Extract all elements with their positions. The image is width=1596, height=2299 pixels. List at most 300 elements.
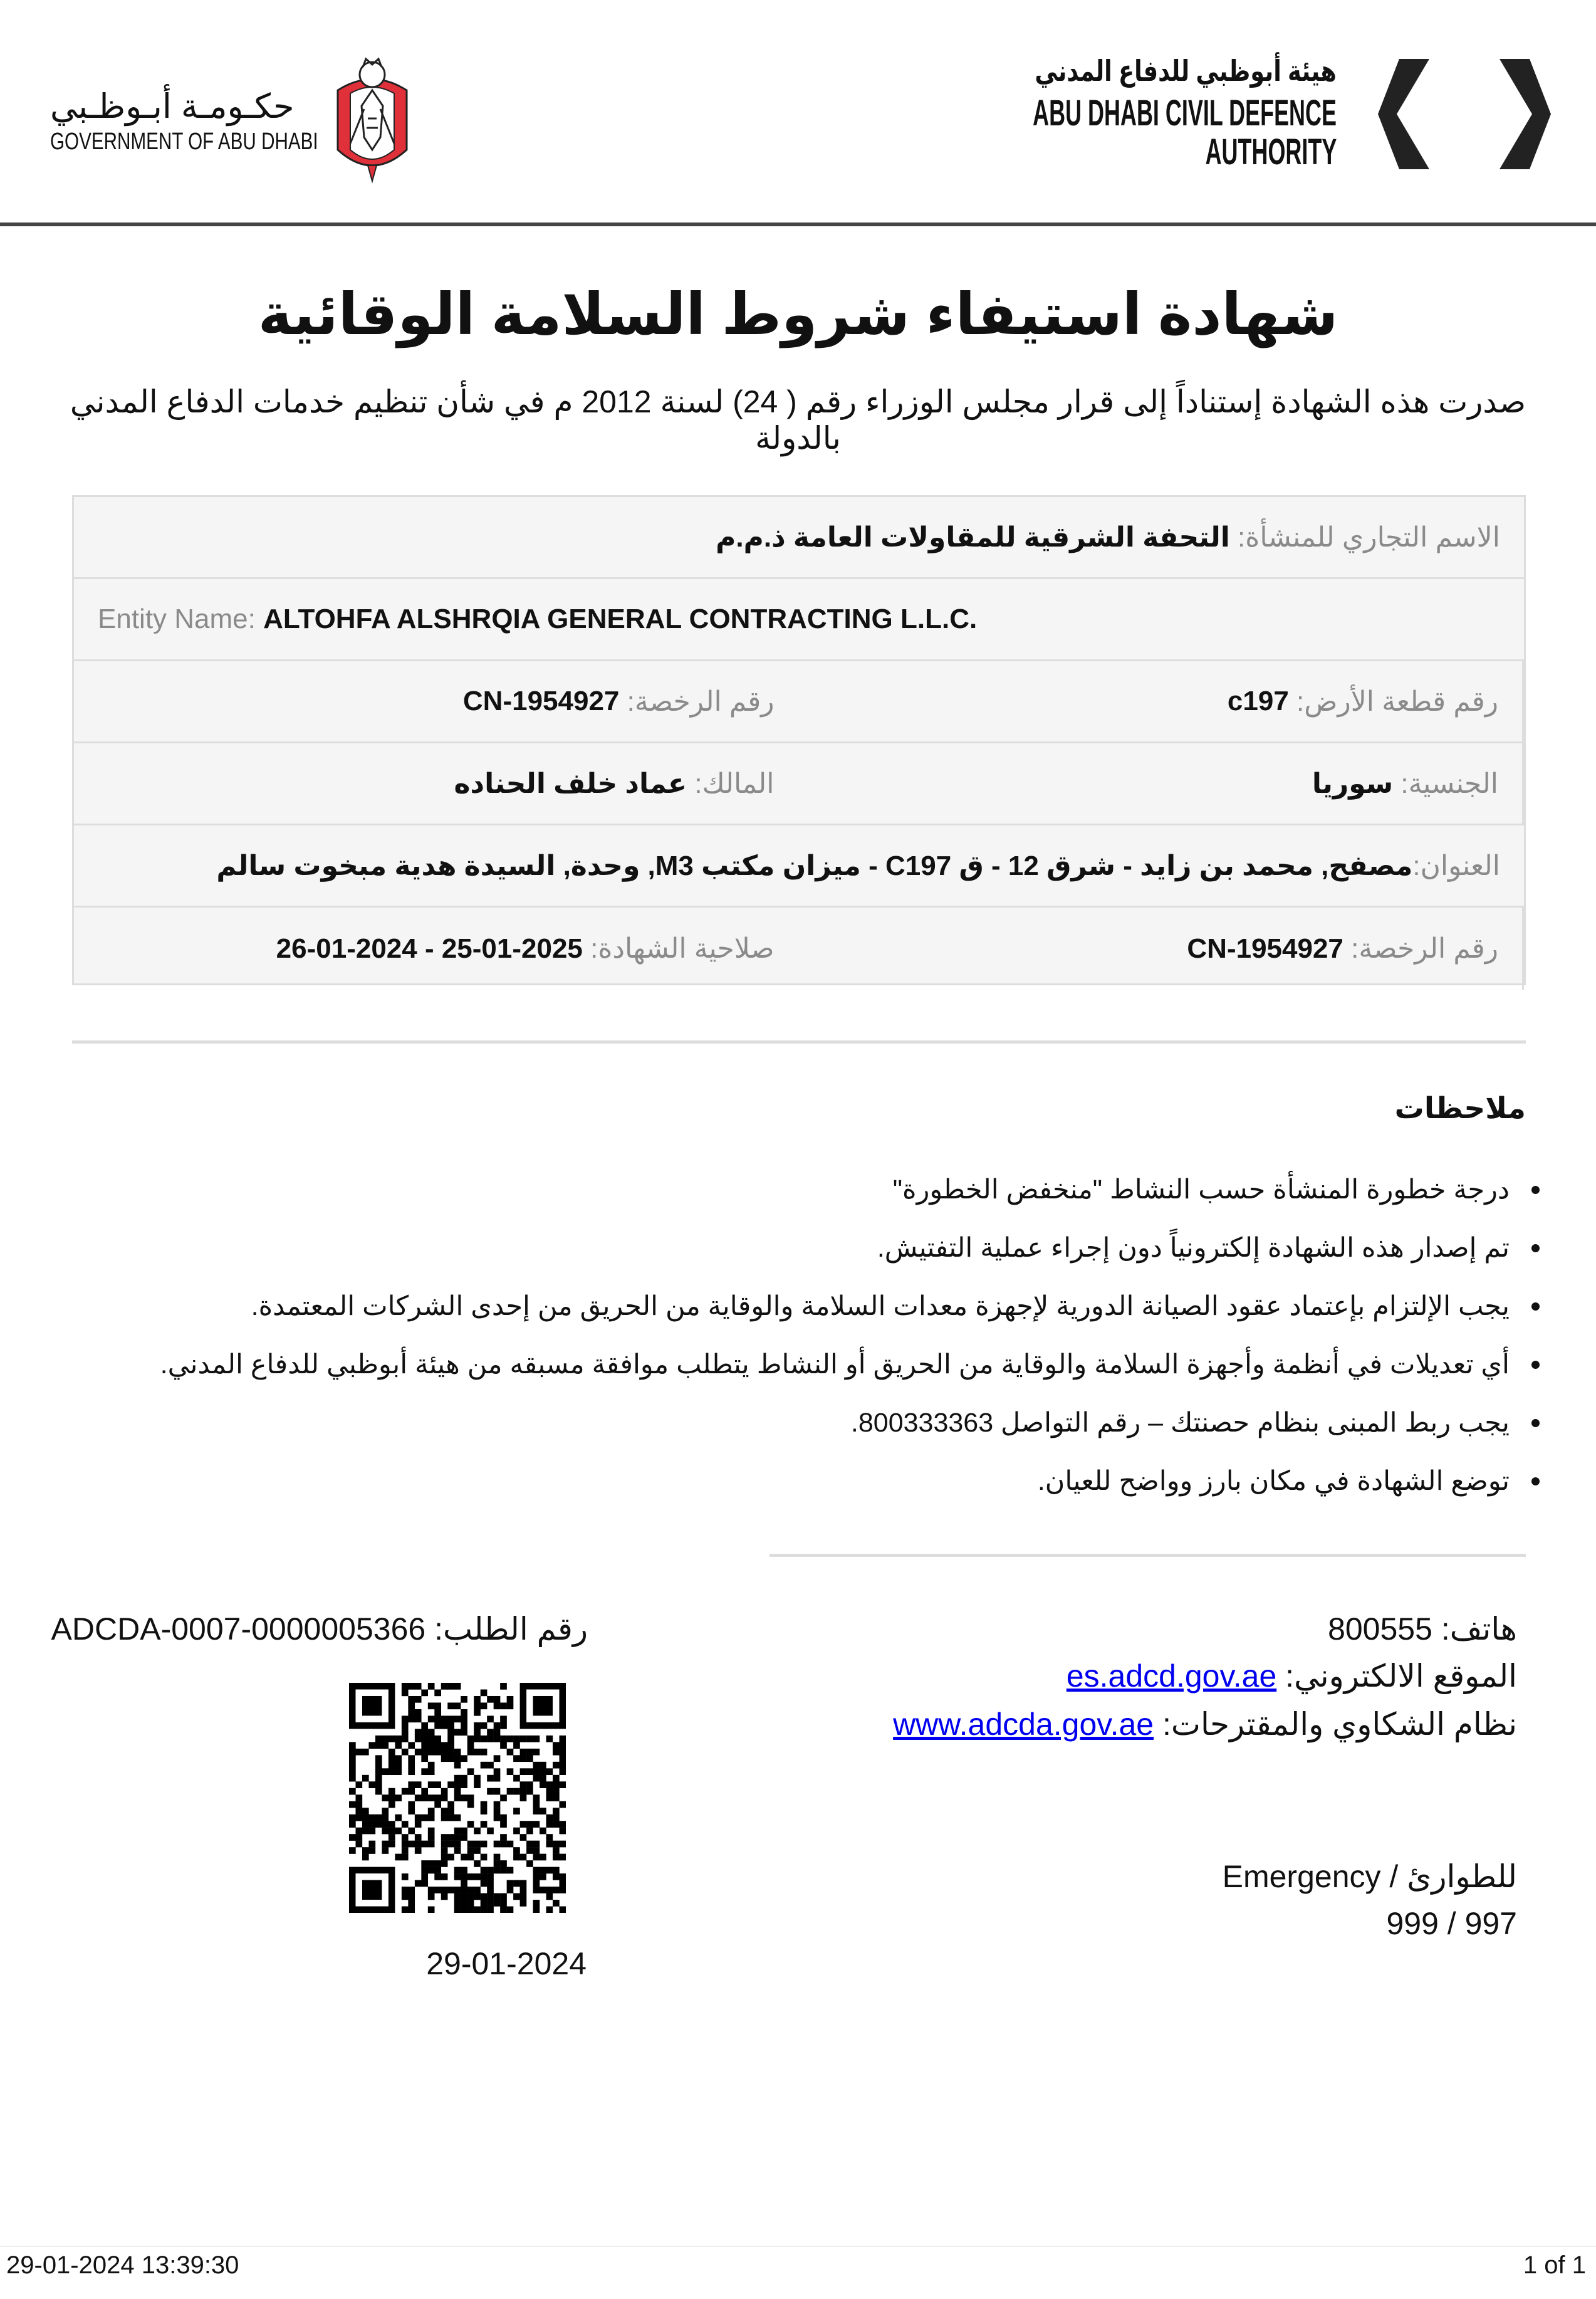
validity-label: صلاحية الشهادة:: [590, 933, 775, 964]
qr-module: [349, 1749, 356, 1756]
qr-module: [540, 1781, 546, 1788]
qr-module: [428, 1828, 435, 1835]
qr-module: [560, 1736, 566, 1742]
qr-module: [553, 1841, 560, 1848]
qr-module: [487, 1736, 494, 1742]
qr-module: [428, 1736, 435, 1742]
qr-module: [402, 1893, 409, 1900]
plot-value: c197: [1227, 686, 1289, 716]
qr-module: [494, 1768, 501, 1775]
qr-module: [474, 1781, 481, 1788]
address-value: مصفح, محمد بن زايد - شرق 12 - ق C197 - ميزان مكتب M3, وحدة, السيدة هدية مبخوت سالم: [216, 850, 1413, 881]
qr-module: [402, 1736, 409, 1742]
qr-module: [349, 1815, 356, 1821]
page-subtitle: صدرت هذه الشهادة إستناداً إلى قرار مجلس الوزراء رقم ( 24) لسنة 2012 م في شأن تنظيم خدمات الدفاع المدني بالدولة: [70, 384, 1526, 456]
qr-module: [408, 1900, 415, 1907]
qr-module: [395, 1768, 402, 1775]
qr-module: [454, 1873, 461, 1880]
qr-module: [467, 1801, 474, 1808]
qr-code: [349, 1683, 566, 1913]
qr-module: [375, 1821, 382, 1828]
qr-module: [421, 1788, 428, 1795]
qr-module: [434, 1867, 441, 1874]
qr-module: [553, 1742, 560, 1749]
qr-module: [513, 1788, 520, 1795]
qr-module: [454, 1729, 461, 1736]
qr-module: [454, 1887, 461, 1893]
qr-module: [494, 1755, 501, 1762]
qr-module: [507, 1880, 514, 1887]
note-text: يجب ربط المبنى بنظام حصنتك – رقم التواصل 800333363.: [850, 1408, 1510, 1438]
qr-module: [402, 1873, 409, 1880]
qr-module: [494, 1722, 501, 1729]
request-value: ADCDA-0007-0000005366: [51, 1611, 426, 1647]
qr-module: [428, 1683, 435, 1690]
qr-module: [382, 1742, 389, 1749]
license-cell: [74, 661, 798, 741]
qr-module: [520, 1887, 527, 1893]
qr-module: [500, 1821, 507, 1828]
qr-module: [533, 1801, 540, 1808]
qr-module: [494, 1893, 501, 1900]
qr-module: [454, 1788, 461, 1795]
qr-module: [375, 1768, 382, 1775]
qr-module: [560, 1828, 566, 1835]
page-title: شهادة استيفاء شروط السلامة الوقائية: [258, 283, 1338, 347]
qr-module: [447, 1683, 454, 1690]
qr-module: [349, 1762, 356, 1769]
qr-module: [461, 1781, 467, 1788]
qr-module: [494, 1815, 501, 1821]
qr-module: [467, 1749, 474, 1756]
qr-module: [520, 1736, 527, 1742]
qr-module: [408, 1801, 415, 1808]
table-row: [74, 743, 1524, 825]
qr-module: [434, 1702, 441, 1709]
trade-name-cell: [74, 497, 1524, 577]
qr-module: [368, 1815, 375, 1821]
entity-name-label: Entity Name:: [98, 604, 256, 634]
qr-module: [533, 1847, 540, 1854]
qr-module: [402, 1821, 409, 1828]
qr-module: [494, 1775, 501, 1782]
qr-module: [428, 1715, 435, 1722]
qr-module: [428, 1729, 435, 1736]
qr-module: [533, 1768, 540, 1775]
qr-module: [487, 1729, 494, 1736]
qr-module: [526, 1860, 533, 1867]
qr-module: [461, 1729, 467, 1736]
qr-module: [408, 1841, 415, 1848]
qr-module: [474, 1749, 481, 1756]
qr-module: [402, 1788, 409, 1795]
qr-module: [481, 1801, 488, 1808]
qr-module: [349, 1742, 356, 1749]
qr-module: [500, 1841, 507, 1848]
qr-module: [415, 1794, 422, 1801]
qr-module: [546, 1821, 553, 1828]
qr-module: [382, 1808, 389, 1815]
qr-module: [513, 1775, 520, 1782]
qr-module: [434, 1794, 441, 1801]
qr-module: [481, 1736, 488, 1742]
qr-module: [408, 1893, 415, 1900]
qr-module: [553, 1775, 560, 1782]
qr-module: [355, 1781, 362, 1788]
qr-module: [520, 1821, 527, 1828]
qr-module: [560, 1854, 566, 1861]
qr-module: [533, 1736, 540, 1742]
qr-module: [382, 1768, 389, 1775]
qr-module: [375, 1815, 382, 1821]
note-item: [98, 1404, 1540, 1462]
qr-module: [355, 1834, 362, 1841]
qr-module: [454, 1834, 461, 1841]
qr-module: [441, 1893, 448, 1900]
qr-module: [447, 1702, 454, 1709]
qr-module: [540, 1828, 546, 1835]
qr-module: [408, 1696, 415, 1703]
qr-module: [428, 1860, 435, 1867]
owner-label: المالك:: [694, 768, 775, 799]
qr-module: [540, 1808, 546, 1815]
qr-module: [500, 1742, 507, 1749]
qr-module: [467, 1768, 474, 1775]
qr-module: [454, 1907, 461, 1913]
qr-module: [546, 1834, 553, 1841]
qr-module: [421, 1722, 428, 1729]
qr-module: [441, 1854, 448, 1861]
qr-module: [402, 1722, 409, 1729]
note-item: [98, 1171, 1540, 1229]
qr-module: [434, 1722, 441, 1729]
qr-module: [494, 1702, 501, 1709]
qr-module: [526, 1749, 533, 1756]
qr-module: [481, 1873, 488, 1880]
qr-module: [362, 1854, 369, 1861]
qr-module: [408, 1762, 415, 1769]
qr-module: [540, 1768, 546, 1775]
qr-module: [474, 1702, 481, 1709]
qr-module: [461, 1794, 467, 1801]
nationality-cell: [798, 743, 1525, 824]
qr-module: [454, 1683, 461, 1690]
qr-module: [520, 1755, 527, 1762]
qr-module: [428, 1702, 435, 1709]
qr-module: [546, 1794, 553, 1801]
notes-heading: ملاحظات: [1394, 1091, 1526, 1124]
qr-module: [447, 1729, 454, 1736]
qr-module: [500, 1736, 507, 1742]
qr-module: [349, 1768, 356, 1775]
qr-module: [513, 1808, 520, 1815]
qr-module: [467, 1907, 474, 1913]
note-item: [98, 1287, 1540, 1346]
qr-module: [533, 1887, 540, 1893]
qr-module: [540, 1887, 546, 1893]
qr-module: [355, 1749, 362, 1756]
qr-module: [434, 1887, 441, 1893]
website-link[interactable]: es.adcd.gov.ae: [1066, 1658, 1277, 1694]
qr-module: [368, 1841, 375, 1848]
qr-module: [507, 1696, 514, 1703]
qr-module: [389, 1821, 395, 1828]
validity-cell: [74, 908, 798, 990]
qr-module: [487, 1775, 494, 1782]
bullet-icon: [1531, 1477, 1540, 1485]
qr-module: [481, 1880, 488, 1887]
qr-module: [389, 1841, 395, 1848]
notes-list: [98, 1171, 1540, 1521]
qr-module: [454, 1749, 461, 1756]
qr-module: [421, 1729, 428, 1736]
qr-module: [507, 1841, 514, 1848]
qr-module: [540, 1867, 546, 1874]
qr-module: [461, 1722, 467, 1729]
qr-module: [421, 1880, 428, 1887]
header-divider: [0, 223, 1596, 226]
qr-module: [454, 1762, 461, 1769]
qr-module: [389, 1834, 395, 1841]
qr-module: [461, 1775, 467, 1782]
qr-module: [349, 1775, 356, 1782]
owner-cell: [74, 743, 798, 824]
qr-module: [533, 1880, 540, 1887]
qr-module: [421, 1736, 428, 1742]
qr-module: [355, 1801, 362, 1808]
qr-module: [447, 1781, 454, 1788]
adcda-logo-english-1: ABU DHABI CIVIL DEFENCE: [1033, 93, 1337, 134]
qr-module: [408, 1715, 415, 1722]
qr-module: [428, 1781, 435, 1788]
qr-module: [560, 1781, 566, 1788]
qr-module: [533, 1762, 540, 1769]
qr-module: [395, 1755, 402, 1762]
qr-module: [441, 1834, 448, 1841]
qr-module: [481, 1689, 488, 1696]
qr-module: [428, 1893, 435, 1900]
qr-module: [507, 1907, 514, 1913]
qr-module: [467, 1847, 474, 1854]
qr-module: [467, 1887, 474, 1893]
qr-module: [382, 1847, 389, 1854]
qr-module: [408, 1788, 415, 1795]
table-row: [74, 908, 1524, 990]
qr-module: [533, 1808, 540, 1815]
qr-module: [349, 1755, 356, 1762]
qr-module: [474, 1887, 481, 1893]
qr-module: [461, 1893, 467, 1900]
qr-module: [415, 1834, 422, 1841]
note-item: [98, 1346, 1540, 1404]
qr-module: [454, 1815, 461, 1821]
qr-module: [454, 1755, 461, 1762]
qr-module: [520, 1893, 527, 1900]
qr-module: [546, 1841, 553, 1848]
qr-module: [368, 1847, 375, 1854]
qr-module: [461, 1907, 467, 1913]
license2-value: CN-1954927: [1187, 933, 1343, 964]
qr-module: [349, 1821, 356, 1828]
qr-module: [434, 1742, 441, 1749]
qr-module: [540, 1854, 546, 1861]
qr-module: [533, 1873, 540, 1880]
qr-module: [441, 1788, 448, 1795]
qr-module: [408, 1887, 415, 1893]
qr-module: [526, 1781, 533, 1788]
validity-value: 26-01-2024 - 25-01-2025: [276, 933, 583, 964]
qr-module: [362, 1815, 369, 1821]
qr-module: [389, 1749, 395, 1756]
qr-module: [375, 1781, 382, 1788]
qr-module: [481, 1900, 488, 1907]
qr-module: [441, 1841, 448, 1848]
qr-module: [382, 1815, 389, 1821]
qr-module: [513, 1828, 520, 1835]
website-line: [1067, 1658, 1517, 1694]
qr-module: [467, 1794, 474, 1801]
qr-module: [507, 1768, 514, 1775]
qr-module: [467, 1893, 474, 1900]
phone-line: [1328, 1611, 1517, 1647]
qr-module: [500, 1815, 507, 1821]
qr-module: [533, 1854, 540, 1861]
qr-module: [533, 1900, 540, 1907]
complaints-line: [893, 1706, 1517, 1742]
table-row: [74, 497, 1524, 579]
qr-module: [494, 1696, 501, 1703]
qr-module: [533, 1841, 540, 1848]
qr-module: [474, 1847, 481, 1854]
qr-module: [520, 1781, 527, 1788]
qr-module: [461, 1887, 467, 1893]
qr-module: [461, 1854, 467, 1861]
qr-module: [368, 1781, 375, 1788]
qr-module: [454, 1702, 461, 1709]
qr-module: [408, 1702, 415, 1709]
qr-module: [362, 1775, 369, 1782]
qr-module: [533, 1749, 540, 1756]
qr-module: [421, 1860, 428, 1867]
license2-cell: [798, 908, 1525, 990]
qr-module: [441, 1815, 448, 1821]
qr-module: [441, 1683, 448, 1690]
qr-module: [447, 1808, 454, 1815]
qr-module: [481, 1808, 488, 1815]
qr-module: [546, 1815, 553, 1821]
qr-module: [441, 1722, 448, 1729]
qr-module: [526, 1788, 533, 1795]
qr-module: [553, 1873, 560, 1880]
website-label: الموقع الالكتروني:: [1285, 1658, 1517, 1694]
qr-module: [467, 1873, 474, 1880]
qr-module: [487, 1880, 494, 1887]
contact-divider: [769, 1554, 1526, 1557]
qr-module: [560, 1768, 566, 1775]
qr-module: [507, 1702, 514, 1709]
qr-module: [421, 1815, 428, 1821]
qr-module: [533, 1907, 540, 1913]
gov-logo-english: GOVERNMENT OF ABU DHABI: [50, 128, 318, 155]
qr-module: [500, 1722, 507, 1729]
qr-module: [421, 1873, 428, 1880]
address-label: العنوان:: [1412, 850, 1500, 881]
qr-module: [494, 1841, 501, 1848]
qr-module: [494, 1854, 501, 1861]
qr-module: [382, 1828, 389, 1835]
issue-date: 29-01-2024: [426, 1946, 587, 1981]
qr-module: [526, 1755, 533, 1762]
complaints-link[interactable]: www.adcda.gov.ae: [893, 1707, 1154, 1742]
qr-module: [494, 1900, 501, 1907]
qr-module: [494, 1801, 501, 1808]
qr-module: [513, 1893, 520, 1900]
qr-module: [421, 1768, 428, 1775]
qr-module: [494, 1808, 501, 1815]
qr-module: [481, 1867, 488, 1874]
qr-module: [546, 1788, 553, 1795]
qr-module: [454, 1893, 461, 1900]
qr-module: [415, 1736, 422, 1742]
qr-module: [560, 1749, 566, 1756]
qr-module: [467, 1736, 474, 1742]
qr-module: [389, 1768, 395, 1775]
qr-module: [487, 1696, 494, 1703]
qr-module: [447, 1742, 454, 1749]
bullet-icon: [1531, 1302, 1540, 1311]
qr-module: [421, 1867, 428, 1874]
qr-module: [500, 1907, 507, 1913]
qr-module: [441, 1794, 448, 1801]
qr-module: [513, 1847, 520, 1854]
qr-module: [546, 1768, 553, 1775]
qr-module: [408, 1683, 415, 1690]
qr-module: [368, 1821, 375, 1828]
qr-module: [526, 1736, 533, 1742]
qr-module: [349, 1801, 356, 1808]
qr-module: [540, 1873, 546, 1880]
qr-module: [402, 1834, 409, 1841]
entity-name-cell: [74, 579, 1524, 659]
qr-module: [362, 1880, 382, 1900]
adcda-logo-english-2: AUTHORITY: [1205, 132, 1337, 172]
qr-module: [487, 1828, 494, 1835]
qr-module: [553, 1781, 560, 1788]
page-number: 1 of 1: [1523, 2251, 1586, 2279]
qr-module: [454, 1715, 461, 1722]
qr-module: [494, 1736, 501, 1742]
qr-module: [526, 1821, 533, 1828]
qr-module: [474, 1873, 481, 1880]
qr-module: [389, 1755, 395, 1762]
qr-module: [461, 1873, 467, 1880]
qr-module: [349, 1788, 356, 1795]
qr-module: [434, 1860, 441, 1867]
qr-module: [408, 1828, 415, 1835]
qr-module: [441, 1749, 448, 1756]
qr-module: [395, 1828, 402, 1835]
qr-module: [461, 1715, 467, 1722]
qr-module: [507, 1749, 514, 1756]
qr-module: [560, 1841, 566, 1848]
qr-module: [553, 1788, 560, 1795]
qr-module: [461, 1755, 467, 1762]
qr-module: [421, 1742, 428, 1749]
qr-module: [415, 1729, 422, 1736]
qr-module: [415, 1709, 422, 1716]
qr-module: [553, 1815, 560, 1821]
qr-module: [454, 1828, 461, 1835]
